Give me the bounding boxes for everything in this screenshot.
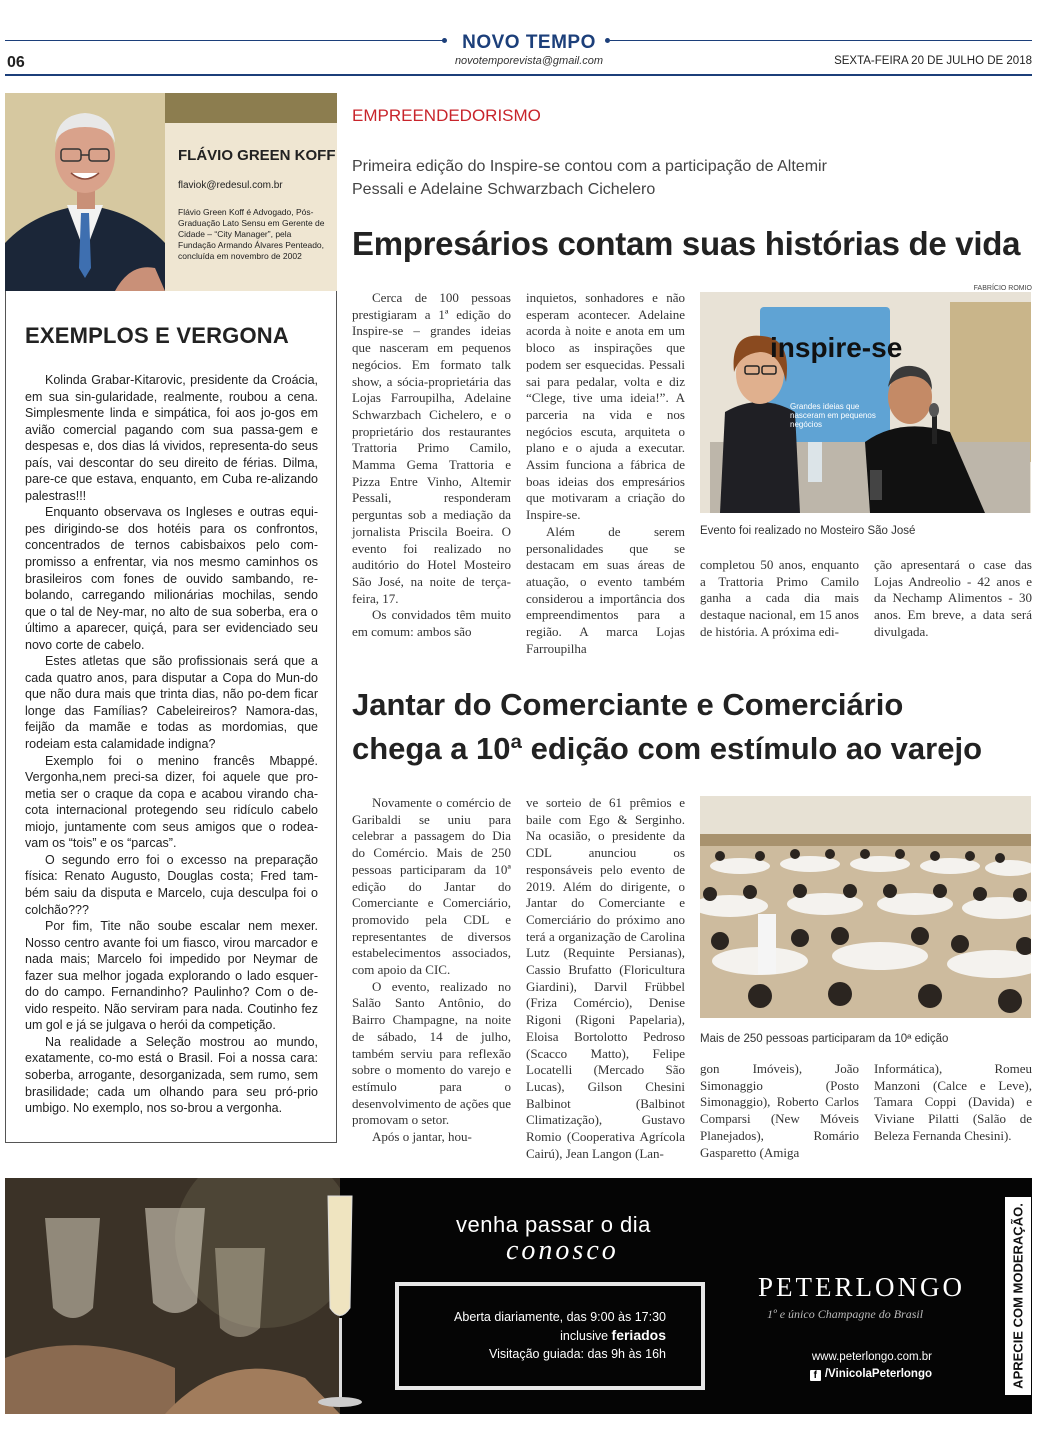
article2-paragraph: Informática), Romeu Manzoni (Calce e Leve), Tamara Coppi (Davida) e Viviane Pilatti (Salão de Beleza Fernanda Chesini). [874, 1061, 1032, 1143]
newspaper-email[interactable]: novotemporevista@gmail.com [454, 55, 604, 67]
article2-column-4 [874, 1061, 1032, 1145]
column-paragraph: Por fim, Tite não soube escalar nem mexer. Nosso centro avante foi um fiasco, virou marcador e nada mais; Marcelo foi impedido por Neymar de fazer sua melhor jogada explorando o lado esquer-do do campo. Fernandinho? Paulinho? Com o de-vido respeito. Não serviram para nada. Coutinho fez um gol e já se julgava o herói da competição. [25, 919, 318, 1033]
inspire-banner-subtitle: Grandes ideias que nasceram em pequenos negócios [790, 402, 876, 429]
article1-column-2 [526, 290, 685, 657]
ad-facebook-handle: /VinicolaPeterlongo [824, 1368, 932, 1380]
column-paragraph: Exemplo foi o menino francês Mbappé. Vergonha,nem preci-sa dizer, foi aquele que pro-metia ser o craque da copa e acabou virando cha-cota internacional protegendo seu ridículo cabelo miojo, juntamente com seus amigos que o rodea-vam os “tois” e os “parcas”. [25, 753, 318, 851]
article2-paragraph: O evento, realizado no Salão Santo Antônio, do Bairro Champagne, na noite de sábado, 14 de julho, também serviu para reflexão sobre o momento do varejo e estímulo para o desenvolvimento de ações que promovam o setor. [352, 978, 511, 1128]
ad-hours-guided: Visitação guiada: das 9h às 16h [489, 1347, 666, 1361]
article1-paragraph: inquietos, sonhadores e não esperam acontecer. Adelaine acorda à noite e anota em um bloco as inspirações que podem ser esquecidas. Pessali sai para pedalar, volta e diz “Clege, tive uma ideia!”. A parceria na vida e nos negócios escuta, arquiteta o plano e o ajuda a executar. Assim funciona a fábrica de boas ideias dos empresários que motivaram a criação do Inspire-se. [526, 290, 685, 523]
article1-column-3 [700, 557, 859, 641]
article1-paragraph: ção apresentará o case das Lojas Andreolio - 42 anos e da Nechamp Alimentos - 30 anos. Em breve, a data será divulgada. [874, 557, 1032, 639]
article1-paragraph: Cerca de 100 pessoas prestigiaram a 1ª edição do Inspire-se – grandes ideias que nasceram em pequenos negócios. Em formato talk show, a sócia-proprietária das Lojas Farroupilha, Adelaine Schwarzbach Cichelero, e o proprietário dos restaurantes Trattoria Primo Camilo, Mamma Gema Trattoria e Pizza Entre Vinho, Altemir Pessali, responderam perguntas sob a mediação da jornalista Priscila Boeira. O evento foi realizado no auditório do Hotel Mosteiro São José, na noite de terça-feira, 17. [352, 290, 511, 606]
inspire-event-photo [700, 292, 1031, 513]
ad-line1: venha passar o dia [456, 1212, 651, 1237]
ad-website-link[interactable]: www.peterlongo.com.br [811, 1351, 932, 1363]
masthead-bottom-rule [5, 74, 1032, 76]
ad-side-banner [1005, 1197, 1031, 1395]
column-body [25, 372, 318, 1117]
ad-toast-photo [5, 1178, 340, 1414]
ad-brand-logo: PETERLONGO [758, 1272, 965, 1302]
author-email[interactable]: flaviok@redesul.com.br [178, 180, 283, 191]
article1-paragraph: Os convidados têm muito em comum: ambos são [352, 607, 511, 640]
ad-tagline: 1º e único Champagne do Brasil [767, 1307, 924, 1321]
article2-headline-line2: chega a 10ª edição com estímulo ao varejo [352, 731, 983, 766]
article2-column-1 [352, 795, 511, 1146]
author-name: FLÁVIO GREEN KOFF [178, 147, 336, 164]
column-paragraph: Enquanto observava os Ingleses e outras equi-pes dirigindo-se dos hotéis para os confrontos, concentrados de ternos cabisbaixos pelo com-promisso a enfrentar, via nos mesmo caminhos os brasileiros com fones de ouvido sambando, re-bolando, carregando milionárias mochilas, sendo que o tal de Ney-mar, no alto de sua soberba, era o último a aparecer, quiçá, para ser evidenciado seu novo corte de cabelo. [25, 505, 318, 652]
author-bio: Flávio Green Koff é Advogado, Pós-Graduação Lato Sensu em Gerente de Cidade – “City Manager”, pela Fundação Armando Álvares Penteado, concluída em novembro de 2002 [178, 207, 325, 261]
article2-headline-line1: Jantar do Comerciante e Comerciário [352, 687, 904, 722]
section-kicker: EMPREENDEDORISMO [352, 106, 541, 125]
ad-hours-holidays-bold: feriados [611, 1327, 666, 1343]
photo2-caption: Mais de 250 pessoas participaram da 10ª edição [700, 1033, 949, 1045]
ad-links [760, 1349, 932, 1383]
article1-column-4 [874, 557, 1032, 641]
column-paragraph: Estes atletas que são profissionais será que a cada quatro anos, para disputar a Copa do Mun-do que não dura mais que trinta dias, não po-dem ficar longe das Famílias? Cabeleireiros? Namora-das, feijão da mamãe e todas as mordomias, que rodeiam esta calamidade indigna? [25, 654, 318, 752]
photo1-caption: Evento foi realizado no Mosteiro São José [700, 525, 916, 537]
article1-paragraph: completou 50 anos, enquanto a Trattoria Primo Camilo ganha a cada dia mais destaque nacional, em 15 anos de história. A próxima edi- [700, 557, 859, 639]
column-paragraph: Kolinda Grabar-Kitarovic, presidente da Croácia, em sua sin-gularidade, realmente, roubou a cena. Simplesmente linda e simpática, foi aos jo-gos em avião comercial pagando com sua passa-gem e despesas e, dos dias lá vividos, representa-do seus país, vai descontar do seu direito de férias. Dilma, pare-ce que estava, enquanto, em Cuba re-alizando palestras!!! [25, 373, 318, 503]
article2-paragraph: Após o jantar, hou- [372, 1129, 472, 1145]
inspire-banner-title: inspire-se [770, 332, 903, 363]
ad-hours [410, 1308, 666, 1363]
article2-column-2 [526, 795, 685, 1162]
ad-facebook-link[interactable] [760, 1366, 932, 1383]
photo-credit: FABRÍCIO ROMIO [973, 285, 1032, 292]
ad-line2: conosco [506, 1235, 619, 1266]
article2-paragraph: Novamente o comércio de Garibaldi se uniu para celebrar a passagem do Dia do Comércio. Mais de 250 pessoas participaram da 10ª edição do Jantar do Comerciante e Comerciário, promovido pela CDL e representantes de diversos estabelecimentos associados, com apoio da CIC. [352, 795, 511, 978]
ad-hours-holidays-prefix: inclusive [560, 1329, 609, 1343]
article1-subhead: Primeira edição do Inspire-se contou com a participação de Altemir Pessali e Adelaine Schwarzbach Cichelero [352, 158, 827, 198]
column-paragraph: O segundo erro foi o excesso na preparação física: Renato Augusto, Douglas costa; Fred tam-bém saiu da disputa e Marcelo, cuja desculpa foi o colchão??? [25, 852, 318, 917]
facebook-icon: f [810, 1370, 821, 1381]
article1-headline: Empresários contam suas histórias de vida [352, 225, 1021, 262]
article1-column-1 [352, 290, 511, 641]
page-number: 06 [7, 54, 25, 71]
newspaper-title: NOVO TEMPO [462, 32, 596, 53]
author-photo [5, 93, 165, 291]
article2-paragraph: gon Imóveis), João Simonaggio (Posto Simonaggio), Roberto Carlos Comparsi (New Móveis Planejados), Romário Gasparetto (Amiga [700, 1061, 859, 1160]
column-title: EXEMPLOS E VERGONA [25, 323, 289, 348]
article2-paragraph: ve sorteio de 61 prêmios e baile com Ego & Serginho. Na ocasião, o presidente da CDL anunciou os responsáveis pelo evento de 2019. Além do dirigente, o Jantar do Comerciante e Comerciário do próximo ano terá a organização de Carolina Lutz (Requinte Persianas), Cassio Brufatto (Floricultura Giardini), Darvil Frübbel (Friza Comércio), Denise Rigoni (Rigoni Papelaria), Eloisa Bortolotto Pedroso (Scacco Matto), Felipe Locatelli (Mercado São Lucas), Gilson Chesini Balbinot (Balbinot Climatização), Gustavo Romio (Cooperativa Agrícola Cairú), Jean Langon (Lan- [526, 795, 685, 1161]
dinner-event-photo [700, 796, 1031, 1018]
column-paragraph: Na realidade a Seleção mostrou ao mundo, exatamente, co-mo está o Brasil. Foi a nossa cara: soberba, arrogante, desorganizada, sem rumo, sem brasilidade; cada um olhando para seu pró-prio umbigo. No exemplo, nos so-brou a vergonha. [25, 1034, 318, 1116]
issue-date: SEXTA-FEIRA 20 DE JULHO DE 2018 [834, 55, 1032, 67]
ad-hours-holidays [410, 1326, 666, 1345]
ad-hours-daily: Aberta diariamente, das 9:00 às 17:30 [454, 1310, 666, 1324]
ad-side-text: APRECIE COM MODERAÇÃO. [1010, 1203, 1026, 1389]
article2-column-3 [700, 1061, 859, 1161]
article1-paragraph: Além de serem personalidades que se destacam em suas áreas de atuação, o evento também considerou a importância dos empreendimentos para a região. A marca Lojas Farroupilha [526, 523, 685, 656]
champagne-glass-icon [310, 1188, 370, 1414]
article2-headline [352, 683, 1032, 771]
